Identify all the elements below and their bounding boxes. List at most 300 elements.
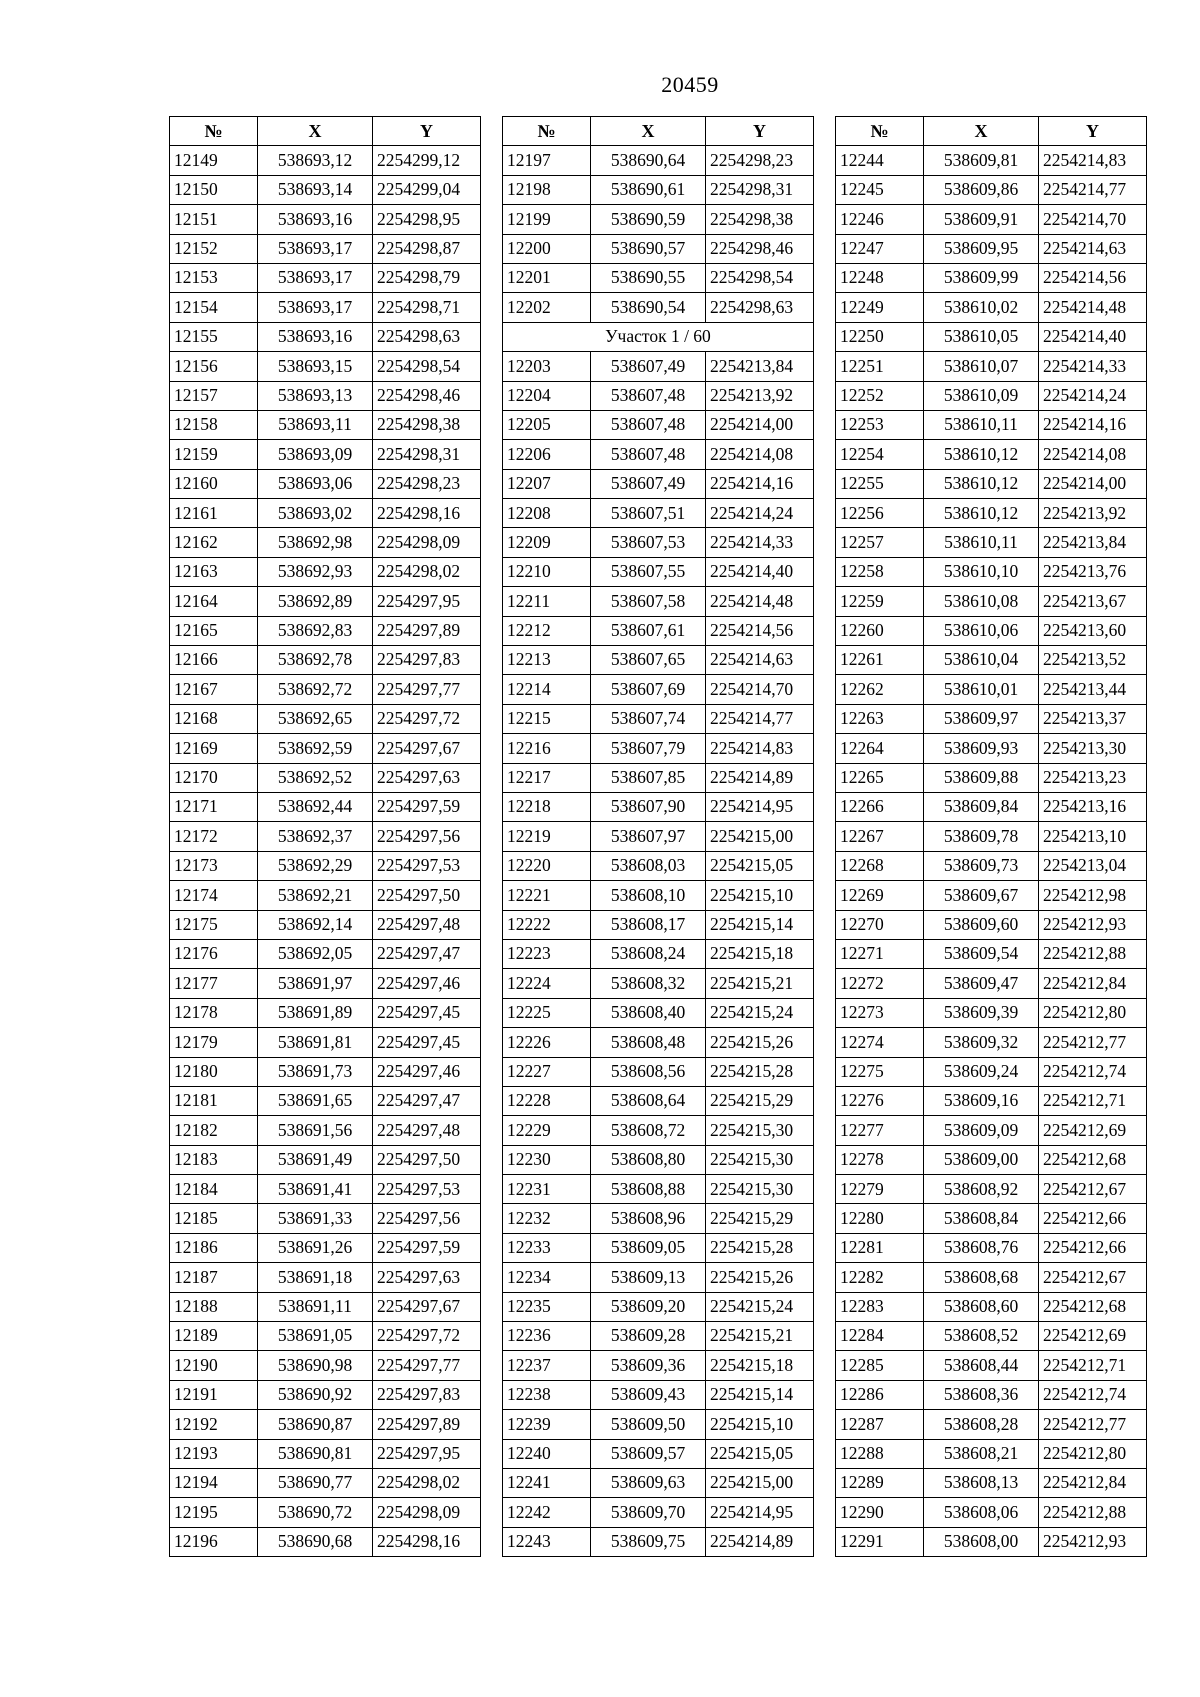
y-coordinate-cell: 2254214,89: [706, 763, 814, 792]
point-number-cell: 12248: [836, 263, 924, 292]
x-coordinate-cell: 538607,69: [591, 675, 706, 704]
y-coordinate-cell: 2254214,63: [1039, 234, 1147, 263]
point-number-cell: 12175: [170, 910, 258, 939]
point-number-cell: 12215: [503, 704, 591, 733]
table-row: [503, 293, 814, 322]
y-coordinate-cell: 2254298,23: [706, 146, 814, 175]
x-coordinate-cell: 538693,11: [258, 410, 373, 439]
table-row: [170, 998, 481, 1027]
point-number-cell: 12224: [503, 969, 591, 998]
point-number-cell: 12197: [503, 146, 591, 175]
point-number-cell: 12226: [503, 1028, 591, 1057]
x-coordinate-cell: 538607,74: [591, 704, 706, 733]
table-row: [170, 1086, 481, 1115]
table-row: [503, 263, 814, 292]
y-coordinate-cell: 2254299,12: [373, 146, 481, 175]
y-coordinate-cell: 2254297,77: [373, 1351, 481, 1380]
point-number-cell: 12291: [836, 1527, 924, 1556]
point-number-cell: 12286: [836, 1380, 924, 1409]
point-number-cell: 12200: [503, 234, 591, 263]
y-coordinate-cell: 2254214,83: [706, 734, 814, 763]
y-coordinate-cell: 2254298,46: [706, 234, 814, 263]
table-row: [836, 1498, 1147, 1527]
point-number-cell: 12149: [170, 146, 258, 175]
table-row: [170, 410, 481, 439]
point-number-cell: 12169: [170, 734, 258, 763]
y-coordinate-cell: 2254212,80: [1039, 998, 1147, 1027]
y-coordinate-cell: 2254215,14: [706, 1380, 814, 1409]
x-coordinate-cell: 538691,11: [258, 1292, 373, 1321]
y-coordinate-cell: 2254215,30: [706, 1175, 814, 1204]
y-coordinate-cell: 2254298,46: [373, 381, 481, 410]
x-coordinate-cell: 538690,68: [258, 1527, 373, 1556]
y-coordinate-cell: 2254214,70: [1039, 205, 1147, 234]
point-number-cell: 12178: [170, 998, 258, 1027]
x-coordinate-cell: 538608,03: [591, 851, 706, 880]
y-coordinate-cell: 2254297,72: [373, 1322, 481, 1351]
x-coordinate-cell: 538692,05: [258, 939, 373, 968]
y-coordinate-cell: 2254215,21: [706, 1322, 814, 1351]
point-number-cell: 12167: [170, 675, 258, 704]
y-coordinate-cell: 2254297,48: [373, 1116, 481, 1145]
point-number-cell: 12231: [503, 1175, 591, 1204]
y-coordinate-cell: 2254297,48: [373, 910, 481, 939]
table-row: [503, 1410, 814, 1439]
x-coordinate-cell: 538609,97: [924, 704, 1039, 733]
table-row: [170, 499, 481, 528]
point-number-cell: 12174: [170, 881, 258, 910]
column-header-y: Y: [373, 117, 481, 146]
x-coordinate-cell: 538692,29: [258, 851, 373, 880]
table-row: [503, 175, 814, 204]
x-coordinate-cell: 538608,88: [591, 1175, 706, 1204]
y-coordinate-cell: 2254212,93: [1039, 910, 1147, 939]
table-row: [836, 1028, 1147, 1057]
x-coordinate-cell: 538609,73: [924, 851, 1039, 880]
y-coordinate-cell: 2254213,30: [1039, 734, 1147, 763]
point-number-cell: 12199: [503, 205, 591, 234]
point-number-cell: 12171: [170, 792, 258, 821]
point-number-cell: 12187: [170, 1263, 258, 1292]
y-coordinate-cell: 2254298,16: [373, 1527, 481, 1556]
x-coordinate-cell: 538608,36: [924, 1380, 1039, 1409]
table-row: [170, 969, 481, 998]
point-number-cell: 12184: [170, 1175, 258, 1204]
y-coordinate-cell: 2254298,09: [373, 528, 481, 557]
x-coordinate-cell: 538608,84: [924, 1204, 1039, 1233]
y-coordinate-cell: 2254214,95: [706, 1498, 814, 1527]
table-header-row: [503, 117, 814, 146]
table-header-row: [836, 117, 1147, 146]
y-coordinate-cell: 2254215,05: [706, 1439, 814, 1468]
y-coordinate-cell: 2254214,83: [1039, 146, 1147, 175]
point-number-cell: 12191: [170, 1380, 258, 1409]
table-row: [836, 1175, 1147, 1204]
point-number-cell: 12211: [503, 587, 591, 616]
table-row: [503, 1028, 814, 1057]
table-row: [503, 616, 814, 645]
y-coordinate-cell: 2254212,93: [1039, 1527, 1147, 1556]
x-coordinate-cell: 538609,78: [924, 822, 1039, 851]
table-row: [503, 1057, 814, 1086]
point-number-cell: 12165: [170, 616, 258, 645]
point-number-cell: 12264: [836, 734, 924, 763]
point-number-cell: 12189: [170, 1322, 258, 1351]
y-coordinate-cell: 2254297,47: [373, 1086, 481, 1115]
table-row: [836, 234, 1147, 263]
y-coordinate-cell: 2254213,44: [1039, 675, 1147, 704]
point-number-cell: 12179: [170, 1028, 258, 1057]
x-coordinate-cell: 538608,17: [591, 910, 706, 939]
point-number-cell: 12192: [170, 1410, 258, 1439]
table-row: [836, 557, 1147, 586]
table-row: [170, 1057, 481, 1086]
y-coordinate-cell: 2254213,10: [1039, 822, 1147, 851]
x-coordinate-cell: 538692,44: [258, 792, 373, 821]
table-row: [836, 352, 1147, 381]
point-number-cell: 12164: [170, 587, 258, 616]
table-row: [170, 381, 481, 410]
table-row: [836, 881, 1147, 910]
x-coordinate-cell: 538609,67: [924, 881, 1039, 910]
table-row: [503, 822, 814, 851]
table-row: [170, 1351, 481, 1380]
table-row: [503, 704, 814, 733]
point-number-cell: 12220: [503, 851, 591, 880]
point-number-cell: 12263: [836, 704, 924, 733]
point-number-cell: 12277: [836, 1116, 924, 1145]
x-coordinate-cell: 538608,32: [591, 969, 706, 998]
y-coordinate-cell: 2254297,67: [373, 734, 481, 763]
x-coordinate-cell: 538692,52: [258, 763, 373, 792]
table-row: [503, 734, 814, 763]
x-coordinate-cell: 538610,04: [924, 646, 1039, 675]
x-coordinate-cell: 538609,75: [591, 1527, 706, 1556]
point-number-cell: 12221: [503, 881, 591, 910]
y-coordinate-cell: 2254298,63: [373, 322, 481, 351]
table-row: [170, 1527, 481, 1556]
point-number-cell: 12216: [503, 734, 591, 763]
table-row: [503, 646, 814, 675]
point-number-cell: 12242: [503, 1498, 591, 1527]
table-row: [170, 1292, 481, 1321]
x-coordinate-cell: 538691,41: [258, 1175, 373, 1204]
point-number-cell: 12212: [503, 616, 591, 645]
x-coordinate-cell: 538608,96: [591, 1204, 706, 1233]
point-number-cell: 12168: [170, 704, 258, 733]
y-coordinate-cell: 2254214,70: [706, 675, 814, 704]
point-number-cell: 12288: [836, 1439, 924, 1468]
table-row: [503, 1292, 814, 1321]
x-coordinate-cell: 538692,98: [258, 528, 373, 557]
y-coordinate-cell: 2254212,74: [1039, 1057, 1147, 1086]
point-number-cell: 12194: [170, 1468, 258, 1497]
x-coordinate-cell: 538690,98: [258, 1351, 373, 1380]
y-coordinate-cell: 2254297,56: [373, 1204, 481, 1233]
y-coordinate-cell: 2254297,53: [373, 851, 481, 880]
x-coordinate-cell: 538609,16: [924, 1086, 1039, 1115]
y-coordinate-cell: 2254298,38: [373, 410, 481, 439]
point-number-cell: 12162: [170, 528, 258, 557]
point-number-cell: 12240: [503, 1439, 591, 1468]
point-number-cell: 12273: [836, 998, 924, 1027]
table-row: [170, 851, 481, 880]
x-coordinate-cell: 538692,72: [258, 675, 373, 704]
y-coordinate-cell: 2254214,24: [1039, 381, 1147, 410]
x-coordinate-cell: 538691,49: [258, 1145, 373, 1174]
table-row: [503, 381, 814, 410]
x-coordinate-cell: 538692,37: [258, 822, 373, 851]
point-number-cell: 12203: [503, 352, 591, 381]
x-coordinate-cell: 538692,65: [258, 704, 373, 733]
table-row: [170, 440, 481, 469]
table-row: [836, 1527, 1147, 1556]
x-coordinate-cell: 538690,92: [258, 1380, 373, 1409]
point-number-cell: 12289: [836, 1468, 924, 1497]
y-coordinate-cell: 2254215,00: [706, 822, 814, 851]
x-coordinate-cell: 538608,72: [591, 1116, 706, 1145]
point-number-cell: 12243: [503, 1527, 591, 1556]
y-coordinate-cell: 2254212,67: [1039, 1175, 1147, 1204]
x-coordinate-cell: 538608,06: [924, 1498, 1039, 1527]
x-coordinate-cell: 538693,12: [258, 146, 373, 175]
point-number-cell: 12196: [170, 1527, 258, 1556]
point-number-cell: 12223: [503, 939, 591, 968]
x-coordinate-cell: 538690,55: [591, 263, 706, 292]
y-coordinate-cell: 2254213,37: [1039, 704, 1147, 733]
y-coordinate-cell: 2254212,88: [1039, 939, 1147, 968]
table-row: [836, 1439, 1147, 1468]
y-coordinate-cell: 2254215,26: [706, 1028, 814, 1057]
point-number-cell: 12176: [170, 939, 258, 968]
table-row: [170, 263, 481, 292]
x-coordinate-cell: 538610,12: [924, 469, 1039, 498]
table-row: [170, 322, 481, 351]
y-coordinate-cell: 2254214,77: [706, 704, 814, 733]
table-row: [170, 234, 481, 263]
y-coordinate-cell: 2254213,84: [1039, 528, 1147, 557]
point-number-cell: 12268: [836, 851, 924, 880]
point-number-cell: 12258: [836, 557, 924, 586]
table-row: [503, 1204, 814, 1233]
x-coordinate-cell: 538608,44: [924, 1351, 1039, 1380]
y-coordinate-cell: 2254215,30: [706, 1145, 814, 1174]
x-coordinate-cell: 538693,15: [258, 352, 373, 381]
point-number-cell: 12198: [503, 175, 591, 204]
x-coordinate-cell: 538609,28: [591, 1322, 706, 1351]
point-number-cell: 12185: [170, 1204, 258, 1233]
y-coordinate-cell: 2254214,89: [706, 1527, 814, 1556]
x-coordinate-cell: 538693,13: [258, 381, 373, 410]
x-coordinate-cell: 538608,10: [591, 881, 706, 910]
y-coordinate-cell: 2254214,77: [1039, 175, 1147, 204]
point-number-cell: 12260: [836, 616, 924, 645]
y-coordinate-cell: 2254297,50: [373, 881, 481, 910]
x-coordinate-cell: 538693,17: [258, 234, 373, 263]
point-number-cell: 12251: [836, 352, 924, 381]
y-coordinate-cell: 2254299,04: [373, 175, 481, 204]
x-coordinate-cell: 538691,56: [258, 1116, 373, 1145]
y-coordinate-cell: 2254213,60: [1039, 616, 1147, 645]
x-coordinate-cell: 538608,40: [591, 998, 706, 1027]
table-row: [170, 1233, 481, 1262]
y-coordinate-cell: 2254297,63: [373, 1263, 481, 1292]
point-number-cell: 12173: [170, 851, 258, 880]
x-coordinate-cell: 538608,56: [591, 1057, 706, 1086]
table-row: [836, 792, 1147, 821]
table-row: [836, 381, 1147, 410]
table-row: [503, 499, 814, 528]
point-number-cell: 12166: [170, 646, 258, 675]
point-number-cell: 12204: [503, 381, 591, 410]
table-row: [836, 175, 1147, 204]
point-number-cell: 12230: [503, 1145, 591, 1174]
x-coordinate-cell: 538610,12: [924, 499, 1039, 528]
point-number-cell: 12228: [503, 1086, 591, 1115]
table-row: [836, 499, 1147, 528]
table-row: [170, 792, 481, 821]
x-coordinate-cell: 538691,26: [258, 1233, 373, 1262]
point-number-cell: 12195: [170, 1498, 258, 1527]
point-number-cell: 12161: [170, 499, 258, 528]
table-row: [503, 1086, 814, 1115]
x-coordinate-cell: 538609,00: [924, 1145, 1039, 1174]
y-coordinate-cell: 2254297,45: [373, 1028, 481, 1057]
point-number-cell: 12190: [170, 1351, 258, 1380]
x-coordinate-cell: 538607,97: [591, 822, 706, 851]
y-coordinate-cell: 2254298,54: [706, 263, 814, 292]
y-coordinate-cell: 2254297,89: [373, 1410, 481, 1439]
y-coordinate-cell: 2254215,18: [706, 939, 814, 968]
x-coordinate-cell: 538610,01: [924, 675, 1039, 704]
point-number-cell: 12283: [836, 1292, 924, 1321]
point-number-cell: 12152: [170, 234, 258, 263]
table-row: [836, 1116, 1147, 1145]
x-coordinate-cell: 538692,78: [258, 646, 373, 675]
y-coordinate-cell: 2254214,08: [706, 440, 814, 469]
x-coordinate-cell: 538607,49: [591, 469, 706, 498]
y-coordinate-cell: 2254213,04: [1039, 851, 1147, 880]
x-coordinate-cell: 538607,85: [591, 763, 706, 792]
table-row: [170, 881, 481, 910]
table-row: [503, 205, 814, 234]
y-coordinate-cell: 2254215,00: [706, 1468, 814, 1497]
point-number-cell: 12247: [836, 234, 924, 263]
point-number-cell: 12257: [836, 528, 924, 557]
x-coordinate-cell: 538610,05: [924, 322, 1039, 351]
table-row: [836, 440, 1147, 469]
y-coordinate-cell: 2254212,71: [1039, 1086, 1147, 1115]
x-coordinate-cell: 538609,47: [924, 969, 1039, 998]
y-coordinate-cell: 2254212,74: [1039, 1380, 1147, 1409]
y-coordinate-cell: 2254297,45: [373, 998, 481, 1027]
x-coordinate-cell: 538690,57: [591, 234, 706, 263]
y-coordinate-cell: 2254213,84: [706, 352, 814, 381]
point-number-cell: 12270: [836, 910, 924, 939]
x-coordinate-cell: 538607,48: [591, 440, 706, 469]
x-coordinate-cell: 538609,60: [924, 910, 1039, 939]
y-coordinate-cell: 2254212,84: [1039, 969, 1147, 998]
x-coordinate-cell: 538608,68: [924, 1263, 1039, 1292]
table-row: [503, 440, 814, 469]
table-row: [836, 587, 1147, 616]
y-coordinate-cell: 2254212,77: [1039, 1028, 1147, 1057]
table-row: [503, 1527, 814, 1556]
x-coordinate-cell: 538609,63: [591, 1468, 706, 1497]
x-coordinate-cell: 538692,89: [258, 587, 373, 616]
x-coordinate-cell: 538608,13: [924, 1468, 1039, 1497]
x-coordinate-cell: 538610,08: [924, 587, 1039, 616]
y-coordinate-cell: 2254297,50: [373, 1145, 481, 1174]
y-coordinate-cell: 2254212,77: [1039, 1410, 1147, 1439]
x-coordinate-cell: 538608,00: [924, 1527, 1039, 1556]
column-header-x: X: [924, 117, 1039, 146]
table-row: [170, 1145, 481, 1174]
table-row: [170, 1468, 481, 1497]
y-coordinate-cell: 2254212,66: [1039, 1233, 1147, 1262]
table-row: [170, 1410, 481, 1439]
table-row: [170, 646, 481, 675]
y-coordinate-cell: 2254212,69: [1039, 1322, 1147, 1351]
table-row: [170, 1380, 481, 1409]
y-coordinate-cell: 2254297,89: [373, 616, 481, 645]
table-row: [836, 704, 1147, 733]
column-header-x: X: [258, 117, 373, 146]
point-number-cell: 12252: [836, 381, 924, 410]
y-coordinate-cell: 2254214,56: [1039, 263, 1147, 292]
point-number-cell: 12266: [836, 792, 924, 821]
x-coordinate-cell: 538610,11: [924, 528, 1039, 557]
x-coordinate-cell: 538610,02: [924, 293, 1039, 322]
table-row: [836, 763, 1147, 792]
column-header-y: Y: [1039, 117, 1147, 146]
x-coordinate-cell: 538607,53: [591, 528, 706, 557]
y-coordinate-cell: 2254297,83: [373, 646, 481, 675]
point-number-cell: 12238: [503, 1380, 591, 1409]
y-coordinate-cell: 2254298,02: [373, 557, 481, 586]
x-coordinate-cell: 538692,21: [258, 881, 373, 910]
x-coordinate-cell: 538607,65: [591, 646, 706, 675]
y-coordinate-cell: 2254215,10: [706, 1410, 814, 1439]
table-row: [170, 1263, 481, 1292]
table-row: [836, 1204, 1147, 1233]
x-coordinate-cell: 538690,61: [591, 175, 706, 204]
table-row: [170, 822, 481, 851]
table-row: [170, 1498, 481, 1527]
x-coordinate-cell: 538609,70: [591, 1498, 706, 1527]
y-coordinate-cell: 2254298,54: [373, 352, 481, 381]
table-row: [503, 234, 814, 263]
y-coordinate-cell: 2254298,95: [373, 205, 481, 234]
point-number-cell: 12157: [170, 381, 258, 410]
y-coordinate-cell: 2254213,92: [1039, 499, 1147, 528]
table-row: [503, 675, 814, 704]
point-number-cell: 12280: [836, 1204, 924, 1233]
point-number-cell: 12188: [170, 1292, 258, 1321]
point-number-cell: 12181: [170, 1086, 258, 1115]
x-coordinate-cell: 538690,59: [591, 205, 706, 234]
point-number-cell: 12272: [836, 969, 924, 998]
x-coordinate-cell: 538690,81: [258, 1439, 373, 1468]
table-row: [503, 910, 814, 939]
y-coordinate-cell: 2254297,46: [373, 969, 481, 998]
point-number-cell: 12159: [170, 440, 258, 469]
table-row: [503, 792, 814, 821]
x-coordinate-cell: 538691,33: [258, 1204, 373, 1233]
y-coordinate-cell: 2254214,95: [706, 792, 814, 821]
y-coordinate-cell: 2254214,63: [706, 646, 814, 675]
x-coordinate-cell: 538692,59: [258, 734, 373, 763]
